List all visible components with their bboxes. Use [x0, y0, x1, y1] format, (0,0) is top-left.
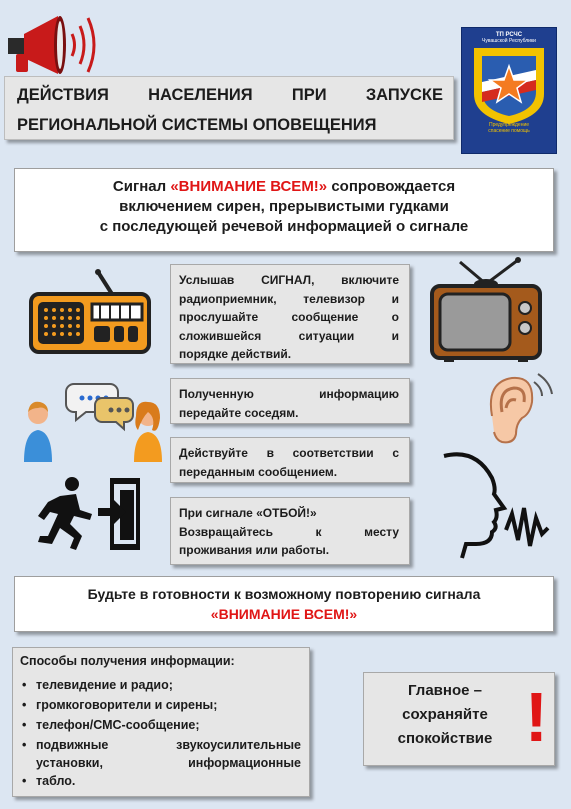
step-listen-text: Услышав СИГНАЛ, включите радиоприемник, телевизор и прослушайте сообщение о сложившейся ситуации и: [179, 273, 399, 343]
signal-highlight: «ВНИМАНИЕ ВСЕМ!»: [170, 178, 328, 195]
emblem-icon: [462, 44, 556, 126]
step-all-clear-text: При сигнале «ОТБОЙ!»: [179, 506, 317, 520]
list-item-continuation-text: табло.: [36, 774, 76, 788]
info-channels-title: Способы получения информации:: [20, 654, 235, 668]
signal-text: [15, 169, 553, 237]
list-item: • телефон/СМС-сообщение;: [20, 716, 301, 734]
logo-text-1: ТП РСЧС: [495, 32, 523, 38]
list-item: • подвижные звукоусилительные установки, информационные: [20, 736, 301, 772]
signal-suffix: сопровождается: [327, 178, 456, 195]
step-listen: [170, 264, 410, 364]
speaking-head-icon: [436, 448, 554, 560]
list-item-continuation: [20, 772, 301, 790]
list-item: • громкоговорители и сирены;: [20, 696, 301, 714]
page-title-line2: РЕГИОНАЛЬНОЙ СИСТЕМЫ ОПОВЕЩЕНИЯ: [17, 116, 377, 134]
signal-description: [14, 168, 554, 252]
signal-prefix: Сигнал: [112, 178, 171, 195]
logo-text-4: спасение помощь: [488, 128, 530, 134]
list-item: • телевидение и радио;: [20, 676, 301, 694]
stay-calm-line3: спокойствие: [397, 730, 493, 747]
step-listen-last: порядке действий.: [179, 347, 292, 361]
stay-calm-line2: сохраняйте: [402, 706, 488, 723]
signal-line2: включением сирен, прерывистыми гудками: [119, 198, 449, 215]
step-all-clear: [170, 497, 410, 565]
signal-line3: с последующей речевой информацией о сигнале: [99, 218, 469, 235]
chat-people-icon: [18, 378, 168, 464]
step-all-clear-last: проживания или работы.: [179, 543, 330, 557]
repeat-warning-text: [15, 577, 553, 624]
repeat-warning-line1: Будьте в готовности к возможному повторению сигнала: [87, 586, 481, 602]
info-channels-list: [13, 676, 309, 790]
ear-icon: [476, 372, 556, 446]
megaphone-icon: [4, 10, 114, 78]
info-channels: [12, 647, 310, 797]
exit-runner-icon: [36, 474, 148, 554]
exclamation-icon: !: [524, 678, 548, 756]
logo-text-2: Чувашской Республики: [482, 38, 536, 44]
step-neighbors-text: Полученную информацию: [179, 387, 399, 401]
page-title-line1: ДЕЙСТВИЯ НАСЕЛЕНИЯ ПРИ ЗАПУСКЕ: [17, 86, 443, 104]
step-all-clear-line2: Возвращайтесь к месту: [179, 524, 399, 539]
stay-calm-box: [363, 672, 555, 766]
step-neighbors-last: передайте соседям.: [179, 405, 299, 420]
logo-text-3: Предупреждение: [488, 122, 530, 128]
repeat-warning-highlight: «ВНИМАНИЕ ВСЕМ!»: [210, 606, 358, 622]
step-act: [170, 437, 410, 483]
step-act-text: Действуйте в соответствии с: [179, 446, 399, 460]
step-act-last: переданным сообщением.: [179, 464, 338, 479]
rschs-logo: [461, 27, 557, 154]
tv-icon: [430, 254, 542, 362]
radio-icon: [28, 268, 154, 354]
repeat-warning: [14, 576, 554, 632]
step-neighbors: [170, 378, 410, 424]
stay-calm-line1: Главное –: [408, 682, 482, 699]
title-banner: [4, 76, 454, 140]
